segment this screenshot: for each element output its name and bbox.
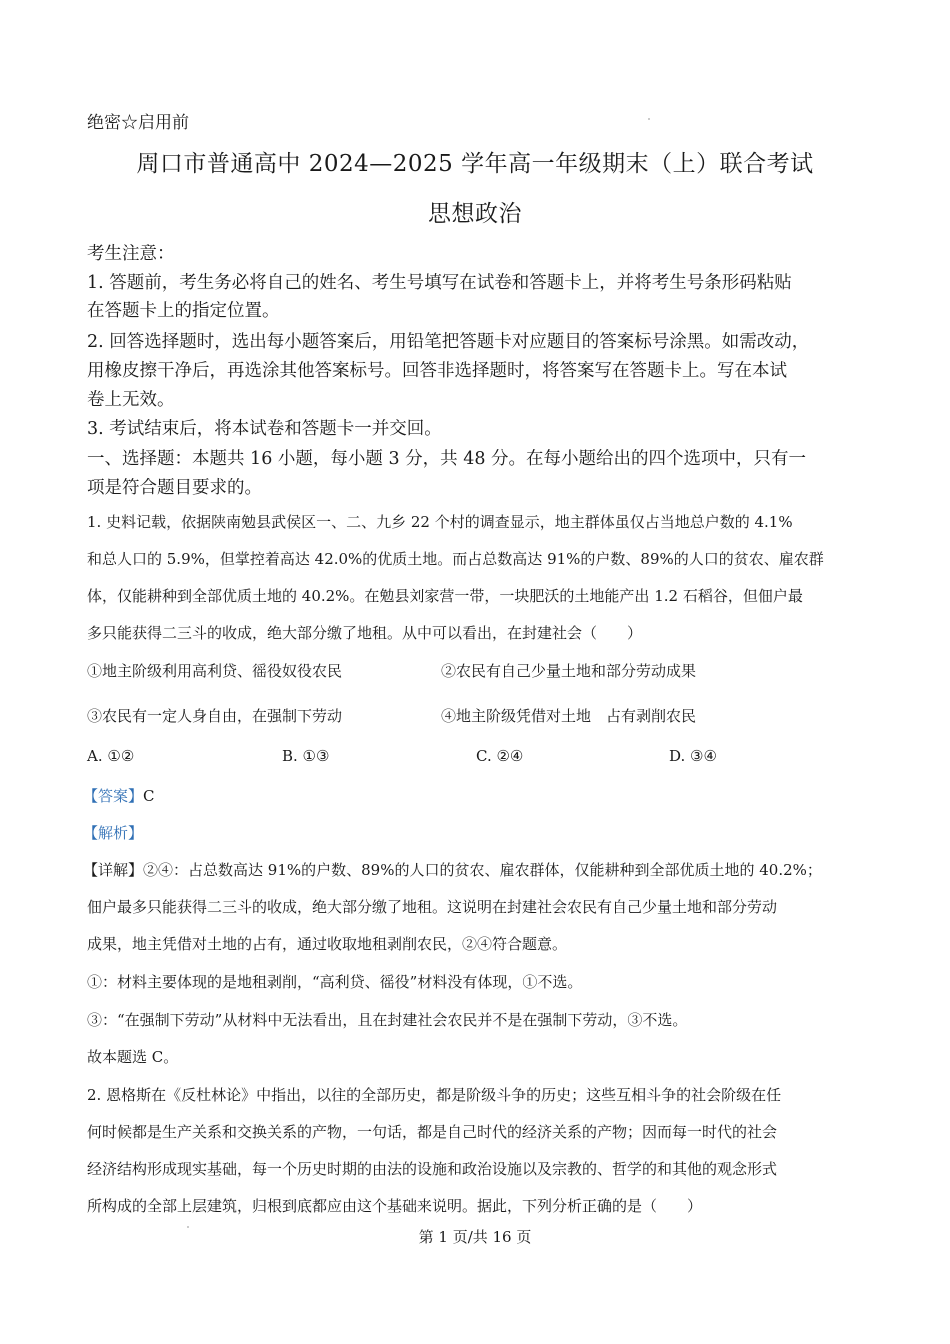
scan-speck (648, 118, 650, 120)
detail-text: ②④：占总数高达 91%的户数、89%的人口的贫农、雇农群体，仅能耕种到全部优质土地的 40.2%； (143, 861, 822, 879)
question-2-text: 何时候都是生产关系和交换关系的产物，一句话，都是自己时代的经济关系的产物；因而每一时代的社会 (87, 1123, 778, 1141)
statement-2: ②农民有自己少量土地和部分劳动成果 (441, 662, 697, 680)
question-2-text: 所构成的全部上层建筑，归根到底都应由这个基础来说明。据此，下列分析正确的是（ ） (87, 1197, 703, 1215)
detail-tag: 【详解】 (83, 861, 144, 879)
option-b: B. ①③ (282, 747, 330, 765)
secret-mark: 绝密☆启用前 (87, 113, 189, 133)
detail-line: 故本题选 C。 (87, 1048, 179, 1066)
question-1-text: 多只能获得二三斗的收成，绝大部分缴了地租。从中可以看出，在封建社会（ ） (87, 624, 643, 642)
statement-3: ③农民有一定人身自由，在强制下劳动 (87, 707, 343, 725)
question-1-text: 体，仅能耕种到全部优质土地的 40.2%。在勉县刘家营一带，一块肥沃的土地能产出 1.2 石稻谷，但佃户最 (87, 587, 803, 605)
detail-line: 成果，地主凭借对土地的占有，通过收取地租剥削农民，②④符合题意。 (87, 935, 568, 953)
detail-line: ③：“在强制下劳动”从材料中无法看出，且在封建社会农民并不是在强制下劳动，③不选。 (87, 1011, 688, 1029)
statement-1: ①地主阶级利用高利贷、徭役奴役农民 (87, 662, 343, 680)
notice-heading: 考生注意： (87, 244, 175, 264)
question-1-text: 和总人口的 5.9%，但掌控着高达 42.0%的优质土地。而占总数高达 91%的户数、89%的人口的贫农、雇农群 (87, 550, 824, 568)
page-number: 第 1 页/共 16 页 (418, 1228, 532, 1246)
notice-line: 在答题卡上的指定位置。 (87, 301, 280, 321)
detail-line: ①：材料主要体现的是地租剥削，“高利贷、徭役”材料没有体现，①不选。 (87, 973, 583, 991)
section-heading: 一、选择题：本题共 16 小题，每小题 3 分，共 48 分。在每小题给出的四个选项中，只有一 (87, 449, 807, 469)
question-1-text: 1. 史料记载，依据陕南勉县武侯区一、二、九乡 22 个村的调查显示，地主群体虽仅占当地总户数的 4.1% (87, 513, 793, 531)
notice-line: 1. 答题前，考生务必将自己的姓名、考生号填写在试卷和答题卡上，并将考生号条形码粘贴 (87, 273, 792, 293)
notice-line: 3. 考试结束后，将本试卷和答题卡一并交回。 (87, 419, 442, 439)
option-c: C. ②④ (476, 747, 524, 765)
notice-line: 卷上无效。 (87, 390, 175, 410)
section-heading: 项是符合题目要求的。 (87, 478, 262, 498)
detail-line (83, 859, 822, 880)
statement-4: ④地主阶级凭借对土地 占有剥削农民 (441, 707, 697, 725)
exam-subject: 思想政治 (428, 201, 522, 227)
notice-line: 2. 回答选择题时，选出每小题答案后，用铅笔把答题卡对应题目的答案标号涂黑。如需改动， (87, 332, 810, 352)
question-2-text: 经济结构形成现实基础，每一个历史时期的由法的设施和政治设施以及宗教的、哲学的和其他的观念形式 (87, 1160, 778, 1178)
option-d: D. ③④ (669, 747, 717, 765)
answer-line (83, 785, 155, 806)
analysis-tag: 【解析】 (83, 824, 144, 842)
option-a: A. ①② (87, 747, 135, 765)
notice-line: 用橡皮擦干净后，再选涂其他答案标号。回答非选择题时，将答案写在答题卡上。写在本试 (87, 361, 787, 381)
exam-title: 周口市普通高中 2024—2025 学年高一年级期末（上）联合考试 (136, 151, 814, 177)
answer-tag: 【答案】 (83, 787, 144, 805)
question-2-text: 2. 恩格斯在《反杜林论》中指出，以往的全部历史，都是阶级斗争的历史；这些互相斗争的社会阶级在任 (87, 1086, 782, 1104)
answer-value: C (143, 787, 155, 805)
detail-line: 佃户最多只能获得二三斗的收成，绝大部分缴了地租。这说明在封建社会农民有自己少量土地和部分劳动 (87, 898, 778, 916)
